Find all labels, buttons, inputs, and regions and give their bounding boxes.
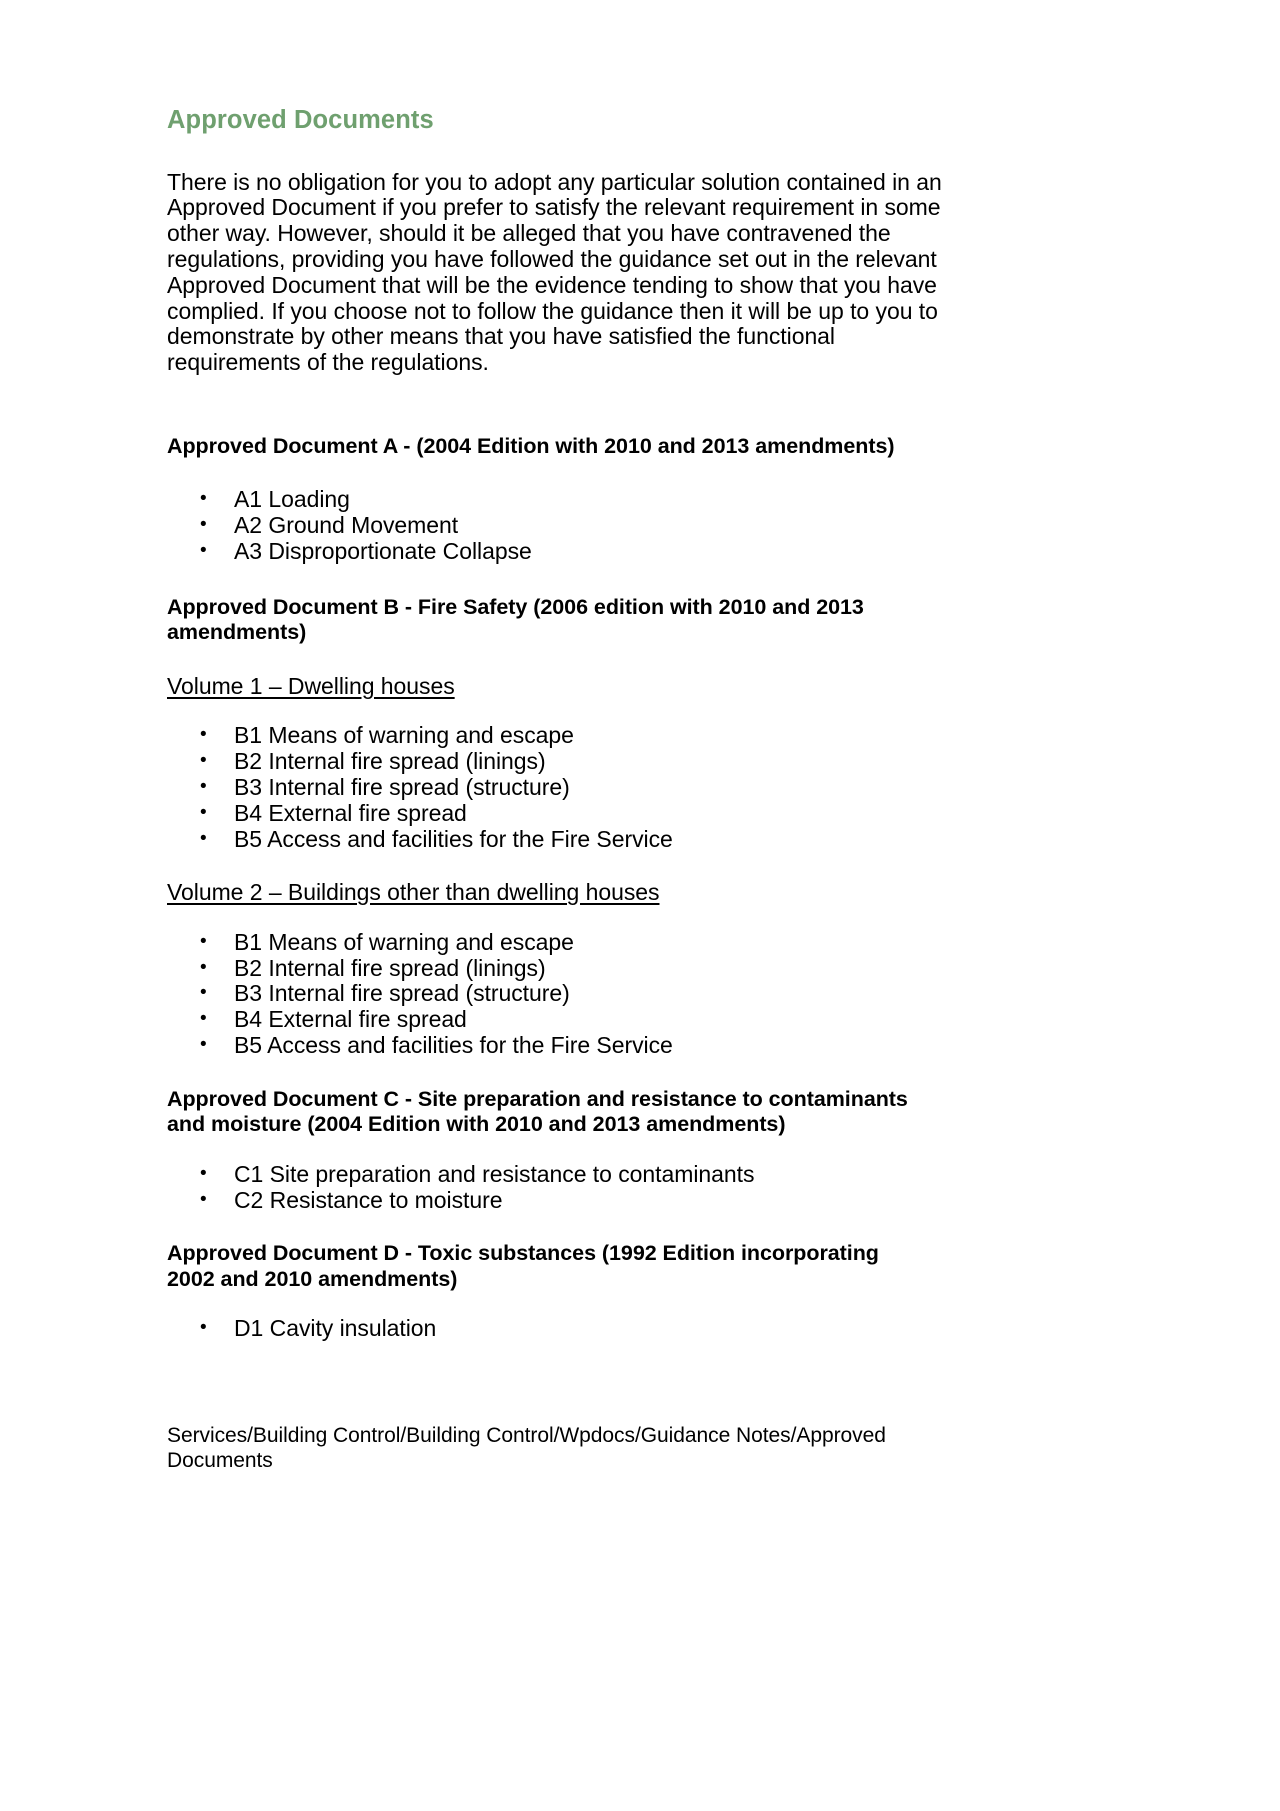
document-body — [167, 105, 957, 1342]
volume-1-heading: Volume 1 – Dwelling houses — [167, 672, 455, 699]
volume-1-heading-wrap — [167, 674, 957, 700]
list-item: • A2 Ground Movement — [167, 513, 957, 539]
list-item: • B4 External fire spread — [167, 1007, 957, 1033]
list-item: • A3 Disproportionate Collapse — [167, 539, 957, 565]
list-section-a — [167, 487, 957, 564]
intro-paragraph — [167, 170, 957, 376]
spacer — [167, 1213, 957, 1241]
intro-line: Approved Document if you prefer to satisfy the relevant requirement in some — [167, 194, 941, 221]
list-volume-1 — [167, 723, 957, 852]
spacer — [167, 1292, 957, 1316]
page-title: Approved Documents — [167, 106, 434, 134]
spacer — [167, 376, 957, 406]
spacer — [167, 565, 957, 595]
list-section-c — [167, 1162, 957, 1214]
section-heading-b — [167, 595, 957, 646]
list-item: • B2 Internal fire spread (linings) — [167, 956, 957, 982]
list-item: • B2 Internal fire spread (linings) — [167, 749, 957, 775]
list-item: • B1 Means of warning and escape — [167, 930, 957, 956]
spacer — [167, 1059, 957, 1087]
list-item: • B5 Access and facilities for the Fire Service — [167, 1033, 957, 1059]
document-footer — [167, 1423, 957, 1473]
list-item: • B3 Internal fire spread (structure) — [167, 775, 957, 801]
intro-line: Approved Document that will be the evidence tending to show that you have — [167, 271, 937, 298]
spacer — [167, 699, 957, 723]
section-heading-d — [167, 1241, 957, 1292]
section-heading-line: amendments) — [167, 620, 307, 645]
intro-line: regulations, providing you have followed the guidance set out in the relevant — [167, 245, 937, 272]
footer-line: Services/Building Control/Building Control/Wpdocs/Guidance Notes/Approved — [167, 1424, 886, 1447]
list-item: • B1 Means of warning and escape — [167, 723, 957, 749]
list-volume-2 — [167, 930, 957, 1059]
volume-2-heading-wrap — [167, 880, 957, 906]
spacer — [167, 852, 957, 880]
section-heading-line: 2002 and 2010 amendments) — [167, 1266, 458, 1291]
spacer — [167, 459, 957, 487]
list-item: • B3 Internal fire spread (structure) — [167, 981, 957, 1007]
list-item: • A1 Loading — [167, 487, 957, 513]
section-heading-line: Approved Document D - Toxic substances (1992 Edition incorporating — [167, 1241, 879, 1266]
spacer — [167, 906, 957, 930]
intro-line: other way. However, should it be alleged that you have contravened the — [167, 220, 891, 247]
list-item: • C1 Site preparation and resistance to contaminants — [167, 1162, 957, 1188]
section-heading-c — [167, 1087, 957, 1138]
footer-line: Documents — [167, 1449, 273, 1472]
list-section-d — [167, 1316, 957, 1342]
spacer — [167, 1138, 957, 1162]
section-heading-line: and moisture (2004 Edition with 2010 and 2013 amendments) — [167, 1112, 786, 1137]
list-item: • B4 External fire spread — [167, 801, 957, 827]
list-item: • C2 Resistance to moisture — [167, 1188, 957, 1214]
spacer — [167, 406, 957, 434]
intro-line: There is no obligation for you to adopt any particular solution contained in an — [167, 168, 942, 195]
section-heading-line: Approved Document B - Fire Safety (2006 edition with 2010 and 2013 — [167, 594, 864, 619]
volume-2-heading: Volume 2 – Buildings other than dwelling houses — [167, 879, 660, 906]
list-item: • B5 Access and facilities for the Fire Service — [167, 827, 957, 853]
intro-line: complied. If you choose not to follow the guidance then it will be up to you to — [167, 297, 938, 324]
section-heading-line: Approved Document A - (2004 Edition with 2010 and 2013 amendments) — [167, 433, 895, 458]
section-heading-line: Approved Document C - Site preparation and resistance to contaminants — [167, 1086, 908, 1111]
section-heading-a — [167, 434, 957, 460]
list-item: • D1 Cavity insulation — [167, 1316, 957, 1342]
spacer — [167, 646, 957, 674]
intro-line: requirements of the regulations. — [167, 349, 489, 376]
intro-line: demonstrate by other means that you have satisfied the functional — [167, 323, 835, 350]
